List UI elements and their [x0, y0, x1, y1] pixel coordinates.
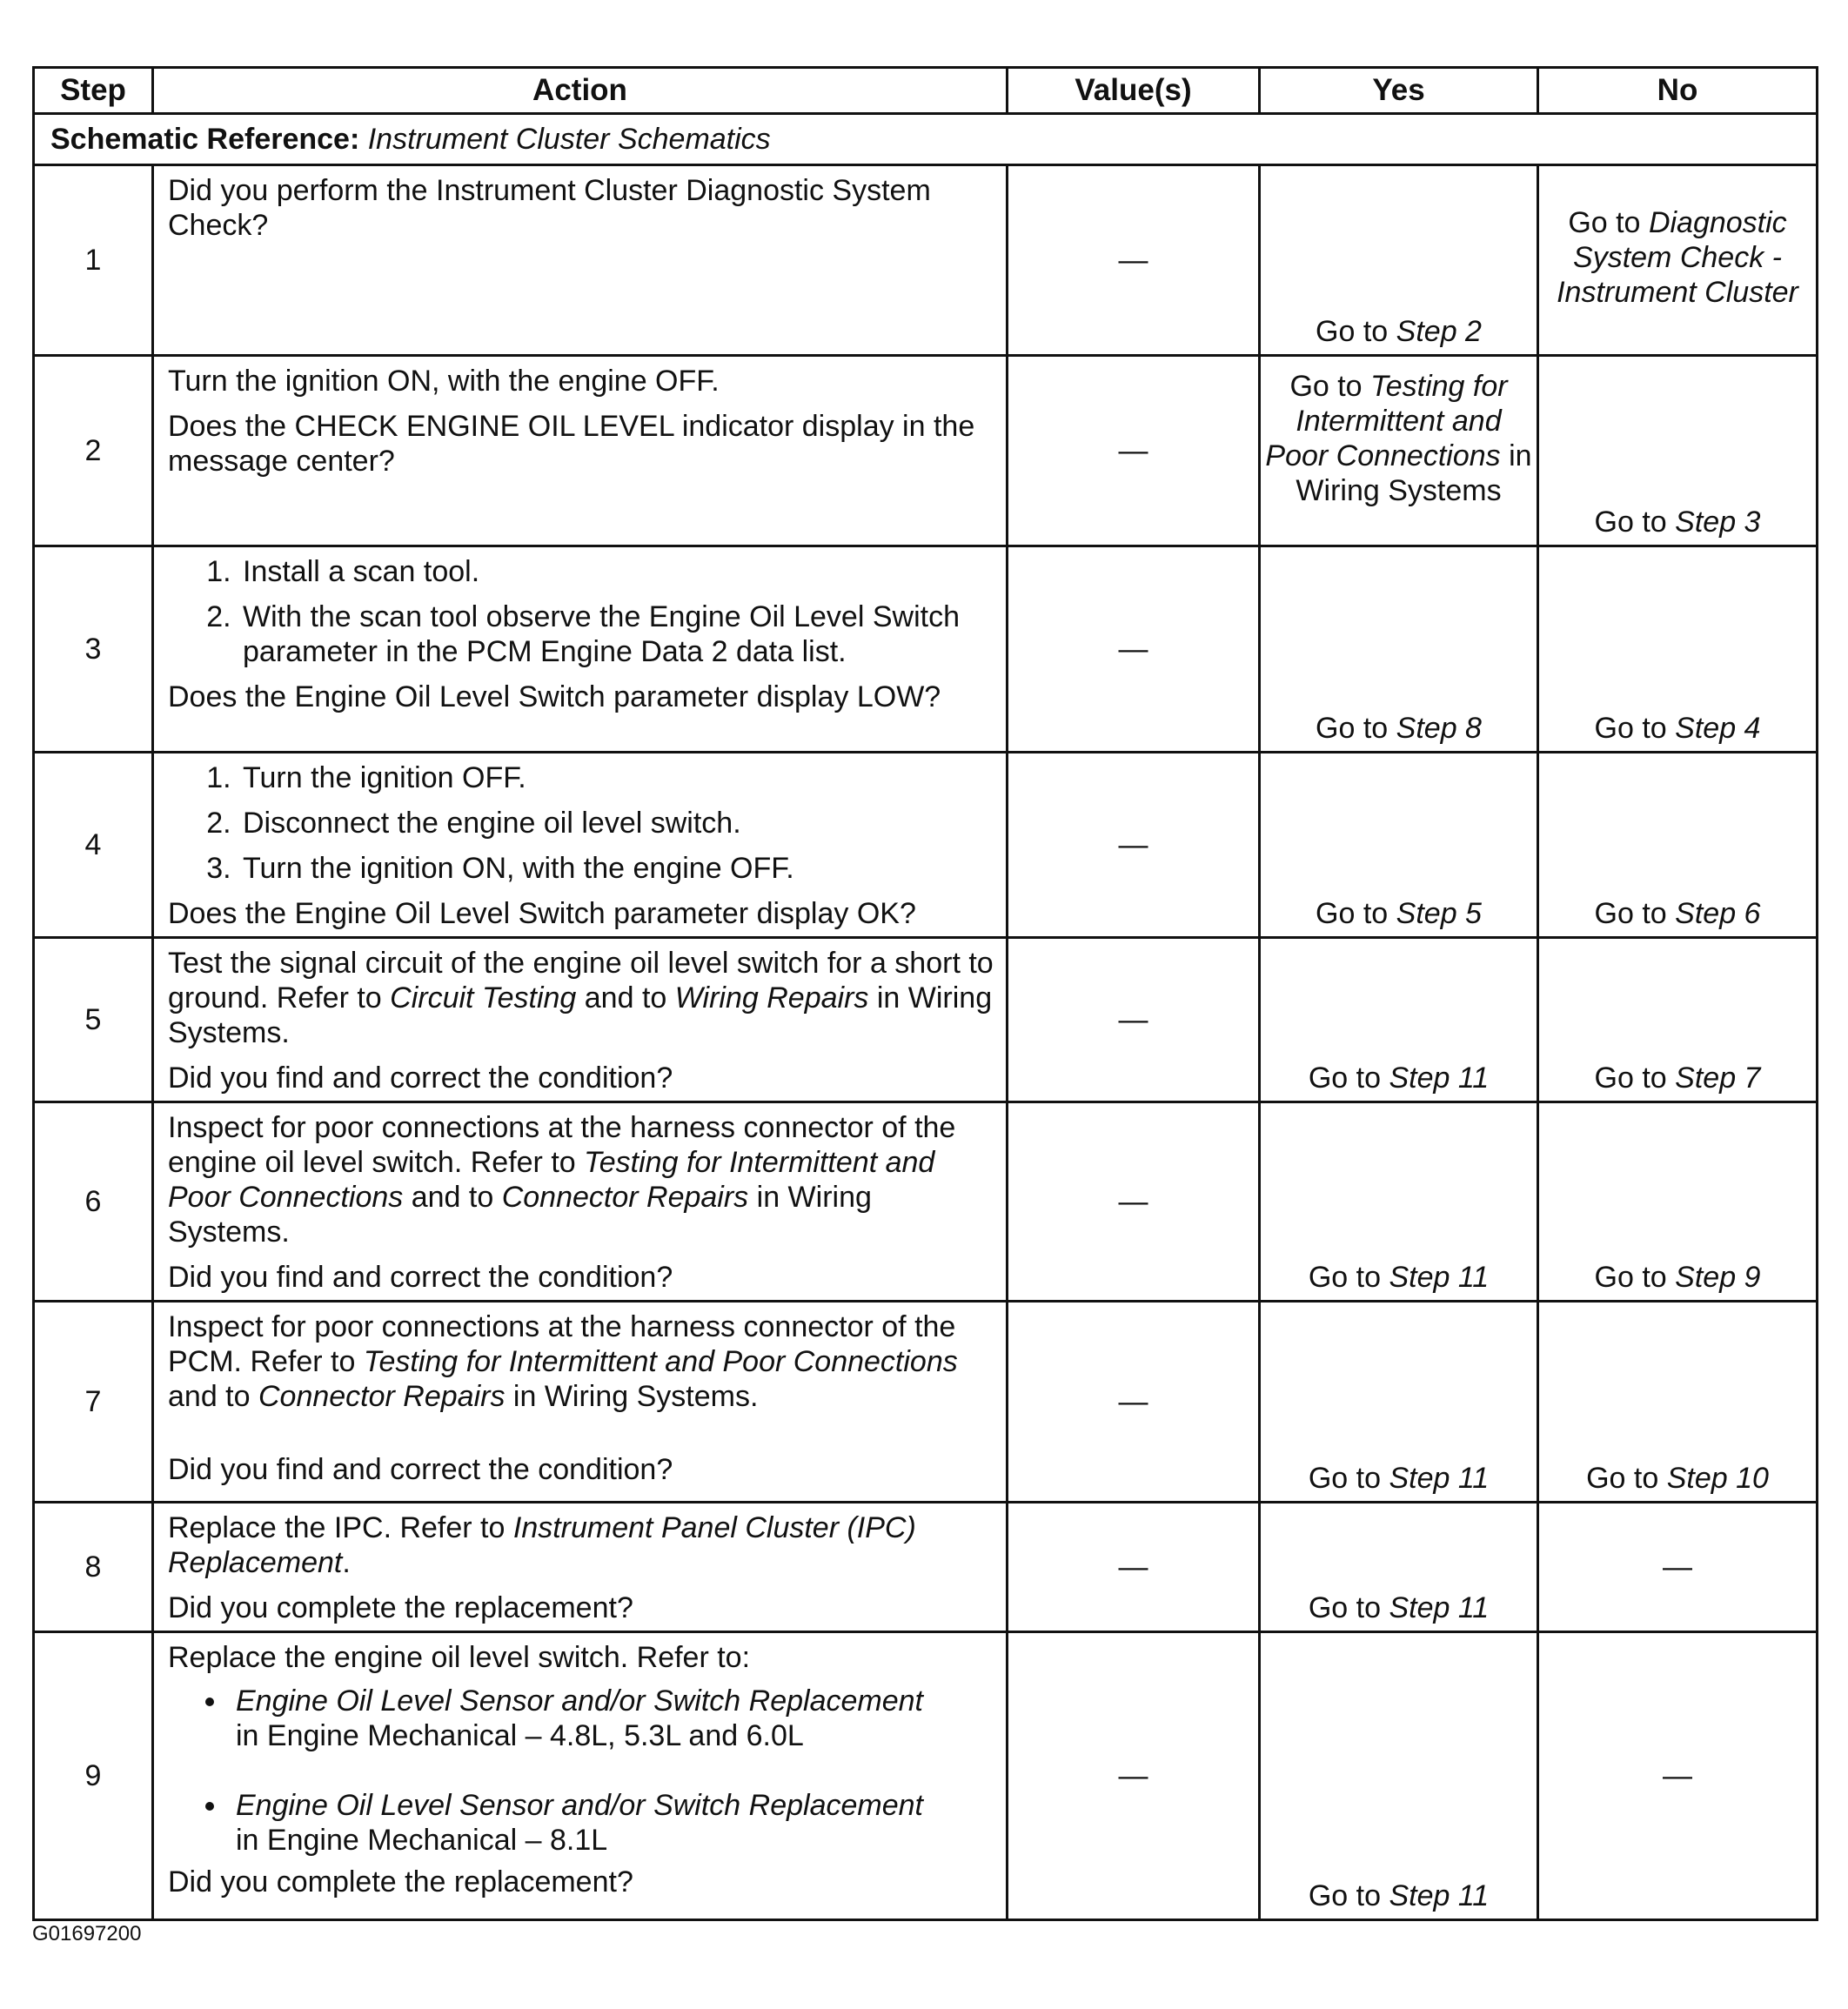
- no-cell: [1538, 165, 1818, 356]
- ref-link: Wiring Repairs: [674, 981, 869, 1015]
- go-to-text: Go to: [1568, 206, 1641, 239]
- yes-step-link: Step 11: [1389, 1261, 1490, 1294]
- list-item: 1. Install a scan tool.: [239, 554, 994, 589]
- step-number: 6: [34, 1102, 153, 1302]
- yes-step-link: Step 8: [1396, 712, 1482, 745]
- yes-cell: [1260, 938, 1538, 1102]
- action-question: Did you complete the replacement?: [168, 1591, 633, 1624]
- action-text: Replace the IPC. Refer to Instrument Panel Cluster (IPC) Replacement.: [168, 1511, 916, 1579]
- value-cell: —: [1008, 1503, 1260, 1632]
- action-cell: [153, 1503, 1008, 1632]
- action-question: Did you find and correct the condition?: [168, 1061, 673, 1095]
- header-yes: Yes: [1260, 68, 1538, 114]
- action-cell: [153, 1102, 1008, 1302]
- ref-link: Testing for Intermittent and Poor Connections: [168, 1146, 935, 1214]
- step-number: 4: [34, 753, 153, 938]
- no-cell: —: [1538, 1503, 1818, 1632]
- yes-cell: [1260, 1503, 1538, 1632]
- action-cell: [153, 938, 1008, 1102]
- table-row-step-8: [34, 1503, 1818, 1632]
- action-text: Inspect for poor connections at the harness connector of the engine oil level switch. Refer to Testing for Intermittent and Poor Connections and to Connector Repairs in Wiring Systems.: [168, 1111, 956, 1249]
- value-cell: —: [1008, 356, 1260, 546]
- yes-cell: [1260, 1632, 1538, 1920]
- value-cell: —: [1008, 753, 1260, 938]
- step-number: 9: [34, 1632, 153, 1920]
- step-number: 2: [34, 356, 153, 546]
- go-to-text: Go to: [1316, 712, 1389, 745]
- action-cell: [153, 753, 1008, 938]
- list-item: 3. Turn the ignition ON, with the engine OFF.: [239, 851, 994, 886]
- go-to-text: Go to: [1316, 315, 1389, 348]
- table-row-step-6: [34, 1102, 1818, 1302]
- table-row-step-9: [34, 1632, 1818, 1920]
- list-item: 2. With the scan tool observe the Engine Oil Level Switch parameter in the PCM Engine Data 2 data list.: [239, 599, 994, 669]
- header-step: Step: [34, 68, 153, 114]
- yes-ref-suffix: in Wiring Systems: [1296, 439, 1532, 507]
- yes-cell: [1260, 1102, 1538, 1302]
- go-to-text: Go to: [1308, 1462, 1382, 1495]
- yes-step-link: Step 11: [1389, 1061, 1490, 1095]
- action-text: Did you perform the Instrument Cluster Diagnostic System Check?: [168, 174, 931, 242]
- ref-link: Circuit Testing: [390, 981, 577, 1015]
- table-row-step-7: [34, 1302, 1818, 1503]
- list-item: 1. Turn the ignition OFF.: [239, 760, 994, 795]
- action-question: Did you complete the replacement?: [168, 1865, 633, 1899]
- step-number: 7: [34, 1302, 153, 1503]
- action-text: Test the signal circuit of the engine oil level switch for a short to ground. Refer to Circuit Testing and to Wiring Repairs in Wiring Systems.: [168, 947, 994, 1049]
- reference-list: [168, 1684, 994, 1858]
- go-to-text: Go to: [1586, 1462, 1659, 1495]
- go-to-text: Go to: [1594, 1261, 1667, 1294]
- header-no: No: [1538, 68, 1818, 114]
- go-to-text: Go to: [1308, 1261, 1382, 1294]
- no-cell: [1538, 938, 1818, 1102]
- action-cell: [153, 165, 1008, 356]
- action-question: Did you find and correct the condition?: [168, 1453, 673, 1486]
- table-row-step-2: [34, 356, 1818, 546]
- yes-step-link: Step 5: [1396, 897, 1482, 930]
- table-row-step-1: [34, 165, 1818, 356]
- no-cell: [1538, 753, 1818, 938]
- figure-id: G01697200: [32, 1922, 142, 1945]
- schematic-reference-link: Instrument Cluster Schematics: [367, 123, 771, 156]
- value-cell: —: [1008, 938, 1260, 1102]
- action-question: Does the Engine Oil Level Switch parameter display OK?: [168, 897, 916, 930]
- action-text: Inspect for poor connections at the harness connector of the PCM. Refer to Testing for Intermittent and Poor Connections and to Connector Repairs in Wiring Systems.: [168, 1310, 958, 1413]
- ref-link: Testing for Intermittent and Poor Connections: [363, 1345, 958, 1378]
- no-step-link: Step 4: [1675, 712, 1761, 745]
- list-item: • Engine Oil Level Sensor and/or Switch Replacement in Engine Mechanical – 4.8L, 5.3L and 6.0L: [229, 1684, 994, 1753]
- action-steps-list: [168, 554, 994, 669]
- no-ref-line-3: Instrument Cluster: [1557, 276, 1798, 309]
- value-cell: —: [1008, 546, 1260, 753]
- value-cell: —: [1008, 1632, 1260, 1920]
- yes-cell: [1260, 165, 1538, 356]
- step-number: 3: [34, 546, 153, 753]
- yes-step-link: Step 2: [1396, 315, 1482, 348]
- list-item: 2. Disconnect the engine oil level switch.: [239, 806, 994, 840]
- go-to-text: Go to: [1308, 1061, 1382, 1095]
- action-cell: [153, 1302, 1008, 1503]
- action-question: Does the Engine Oil Level Switch parameter display LOW?: [168, 680, 941, 713]
- yes-cell: [1260, 753, 1538, 938]
- table-row-step-4: [34, 753, 1818, 938]
- go-to-text: Go to: [1308, 1591, 1382, 1624]
- diagnostic-table-container: [32, 66, 1816, 1921]
- ref-link: Instrument Panel Cluster (IPC) Replacement: [168, 1511, 916, 1579]
- ref-link: Engine Oil Level Sensor and/or Switch Replacement: [236, 1789, 923, 1822]
- no-step-link: Step 9: [1675, 1261, 1761, 1294]
- no-step-link: Step 10: [1666, 1462, 1769, 1495]
- no-cell: [1538, 1302, 1818, 1503]
- schematic-reference-row: [34, 114, 1818, 165]
- go-to-text: Go to: [1289, 370, 1363, 403]
- action-steps-list: [168, 760, 994, 886]
- yes-step-link: Step 11: [1389, 1879, 1490, 1912]
- action-cell: [153, 546, 1008, 753]
- header-row: [34, 68, 1818, 114]
- step-number: 5: [34, 938, 153, 1102]
- no-step-link: Step 3: [1675, 506, 1761, 539]
- no-step-link: Step 6: [1675, 897, 1761, 930]
- yes-cell: [1260, 546, 1538, 753]
- action-question: Does the CHECK ENGINE OIL LEVEL indicator display in the message center?: [168, 410, 975, 478]
- schematic-reference-cell: [34, 114, 1818, 165]
- action-cell: [153, 1632, 1008, 1920]
- ref-link: Connector Repairs: [501, 1181, 749, 1214]
- value-cell: —: [1008, 1302, 1260, 1503]
- action-text: Replace the engine oil level switch. Refer to:: [168, 1641, 751, 1674]
- schematic-reference-label: Schematic Reference:: [50, 123, 360, 156]
- no-cell: [1538, 546, 1818, 753]
- no-step-link: Step 7: [1675, 1061, 1761, 1095]
- yes-cell: [1260, 1302, 1538, 1503]
- go-to-text: Go to: [1594, 897, 1667, 930]
- action-text: Turn the ignition ON, with the engine OFF.: [168, 365, 720, 398]
- go-to-text: Go to: [1594, 1061, 1667, 1095]
- list-item: • Engine Oil Level Sensor and/or Switch Replacement in Engine Mechanical – 8.1L: [229, 1788, 994, 1858]
- go-to-text: Go to: [1308, 1879, 1382, 1912]
- go-to-text: Go to: [1594, 712, 1667, 745]
- action-cell: [153, 356, 1008, 546]
- action-question: Did you find and correct the condition?: [168, 1261, 673, 1294]
- header-action: Action: [153, 68, 1008, 114]
- yes-ref-link: Testing for Intermittent and Poor Connections: [1265, 370, 1508, 472]
- table-row-step-3: [34, 546, 1818, 753]
- go-to-text: Go to: [1316, 897, 1389, 930]
- value-cell: —: [1008, 165, 1260, 356]
- table-row-step-5: [34, 938, 1818, 1102]
- diagnostic-table: [32, 66, 1818, 1921]
- no-ref-line-1: Diagnostic: [1648, 206, 1787, 239]
- yes-cell: [1260, 356, 1538, 546]
- header-value: Value(s): [1008, 68, 1260, 114]
- no-cell: —: [1538, 1632, 1818, 1920]
- yes-step-link: Step 11: [1389, 1462, 1490, 1495]
- ref-link: Engine Oil Level Sensor and/or Switch Replacement: [236, 1684, 923, 1718]
- no-cell: [1538, 356, 1818, 546]
- value-cell: —: [1008, 1102, 1260, 1302]
- no-cell: [1538, 1102, 1818, 1302]
- go-to-text: Go to: [1594, 506, 1667, 539]
- yes-step-link: Step 11: [1389, 1591, 1490, 1624]
- ref-link: Connector Repairs: [258, 1380, 506, 1413]
- no-ref-line-2: System Check -: [1573, 241, 1782, 274]
- step-number: 8: [34, 1503, 153, 1632]
- step-number: 1: [34, 165, 153, 356]
